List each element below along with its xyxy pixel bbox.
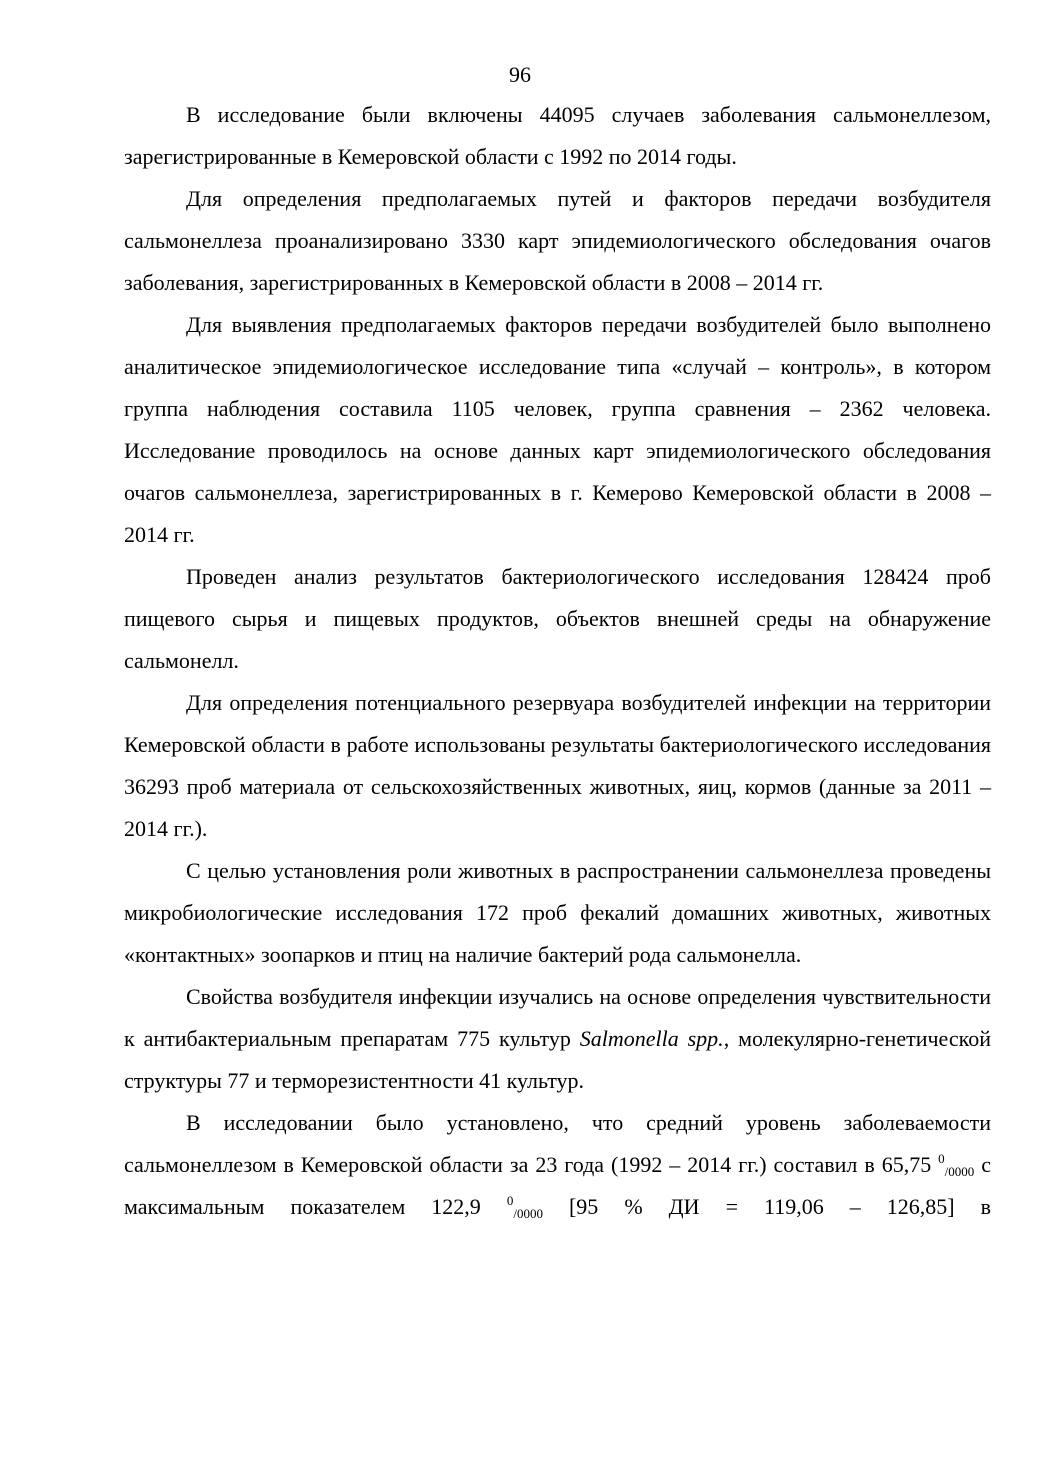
document-body bbox=[124, 94, 991, 1228]
paragraph: Для определения предполагаемых путей и факторов передачи возбудителя сальмонеллеза проанализировано 3330 карт эпидемиологического обследования очагов заболевания, зарегистрированных в Кемеровской области в 2008 – 2014 гг. bbox=[124, 186, 991, 295]
per-mille-subscript: /0000 bbox=[513, 1206, 543, 1221]
paragraph: Для определения потенциального резервуара возбудителей инфекции на территории Кемеровской области в работе использованы результаты бактериологического исследования 36293 проб материала от сельскохозяйственных животных, яиц, кормов (данные за 2011 – 2014 гг.). bbox=[124, 690, 991, 841]
paragraph-text: с максимальным показателем 122,9 bbox=[124, 1152, 991, 1219]
per-mille-superscript: 0 bbox=[938, 1151, 945, 1166]
paragraph: Для выявления предполагаемых факторов передачи возбудителей было выполнено аналитическое эпидемиологическое исследование типа «случай – контроль», в котором группа наблюдения составила 1105 человек, группа сравнения – 2362 человека. Исследование проводилось на основе данных карт эпидемиологического обследования очагов сальмонеллеза, зарегистрированных в г. Кемерово Кемеровской области в 2008 – 2014 гг. bbox=[124, 312, 991, 547]
paragraph-text: , молекулярно-генетической структуры 77 и терморезистентности 41 культур. bbox=[124, 1026, 991, 1093]
per-mille-superscript: 0 bbox=[506, 1193, 514, 1208]
paragraph-text: Свойства возбудителя инфекции изучались на основе определения чувствительности к антибактериальным препаратам 775 культур bbox=[124, 984, 991, 1051]
paragraph-text: В исследовании было установлено, что средний уровень заболеваемости сальмонеллезом в Кемеровской области за 23 года (1992 – 2014 гг.) составил в 65,75 bbox=[124, 1110, 991, 1177]
paragraph bbox=[124, 976, 991, 1102]
paragraph: С целью установления роли животных в распространении сальмонеллеза проведены микробиологические исследования 172 проб фекалий домашних животных, животных «контактных» зоопарков и птиц на наличие бактерий рода сальмонелла. bbox=[124, 858, 991, 967]
species-name: Salmonella spp. bbox=[579, 1026, 724, 1051]
paragraph: В исследование были включены 44095 случаев заболевания сальмонеллезом, зарегистрированные в Кемеровской области с 1992 по 2014 годы. bbox=[124, 102, 991, 169]
per-mille-subscript: /0000 bbox=[944, 1164, 975, 1179]
page-number: 96 bbox=[509, 62, 531, 87]
paragraph bbox=[124, 1102, 991, 1228]
paragraph: Проведен анализ результатов бактериологического исследования 128424 проб пищевого сырья и пищевых продуктов, объектов внешней среды на обнаружение сальмонелл. bbox=[124, 564, 991, 673]
paragraph-text: [95 % ДИ = 119,06 – 126,85] в bbox=[542, 1194, 991, 1219]
